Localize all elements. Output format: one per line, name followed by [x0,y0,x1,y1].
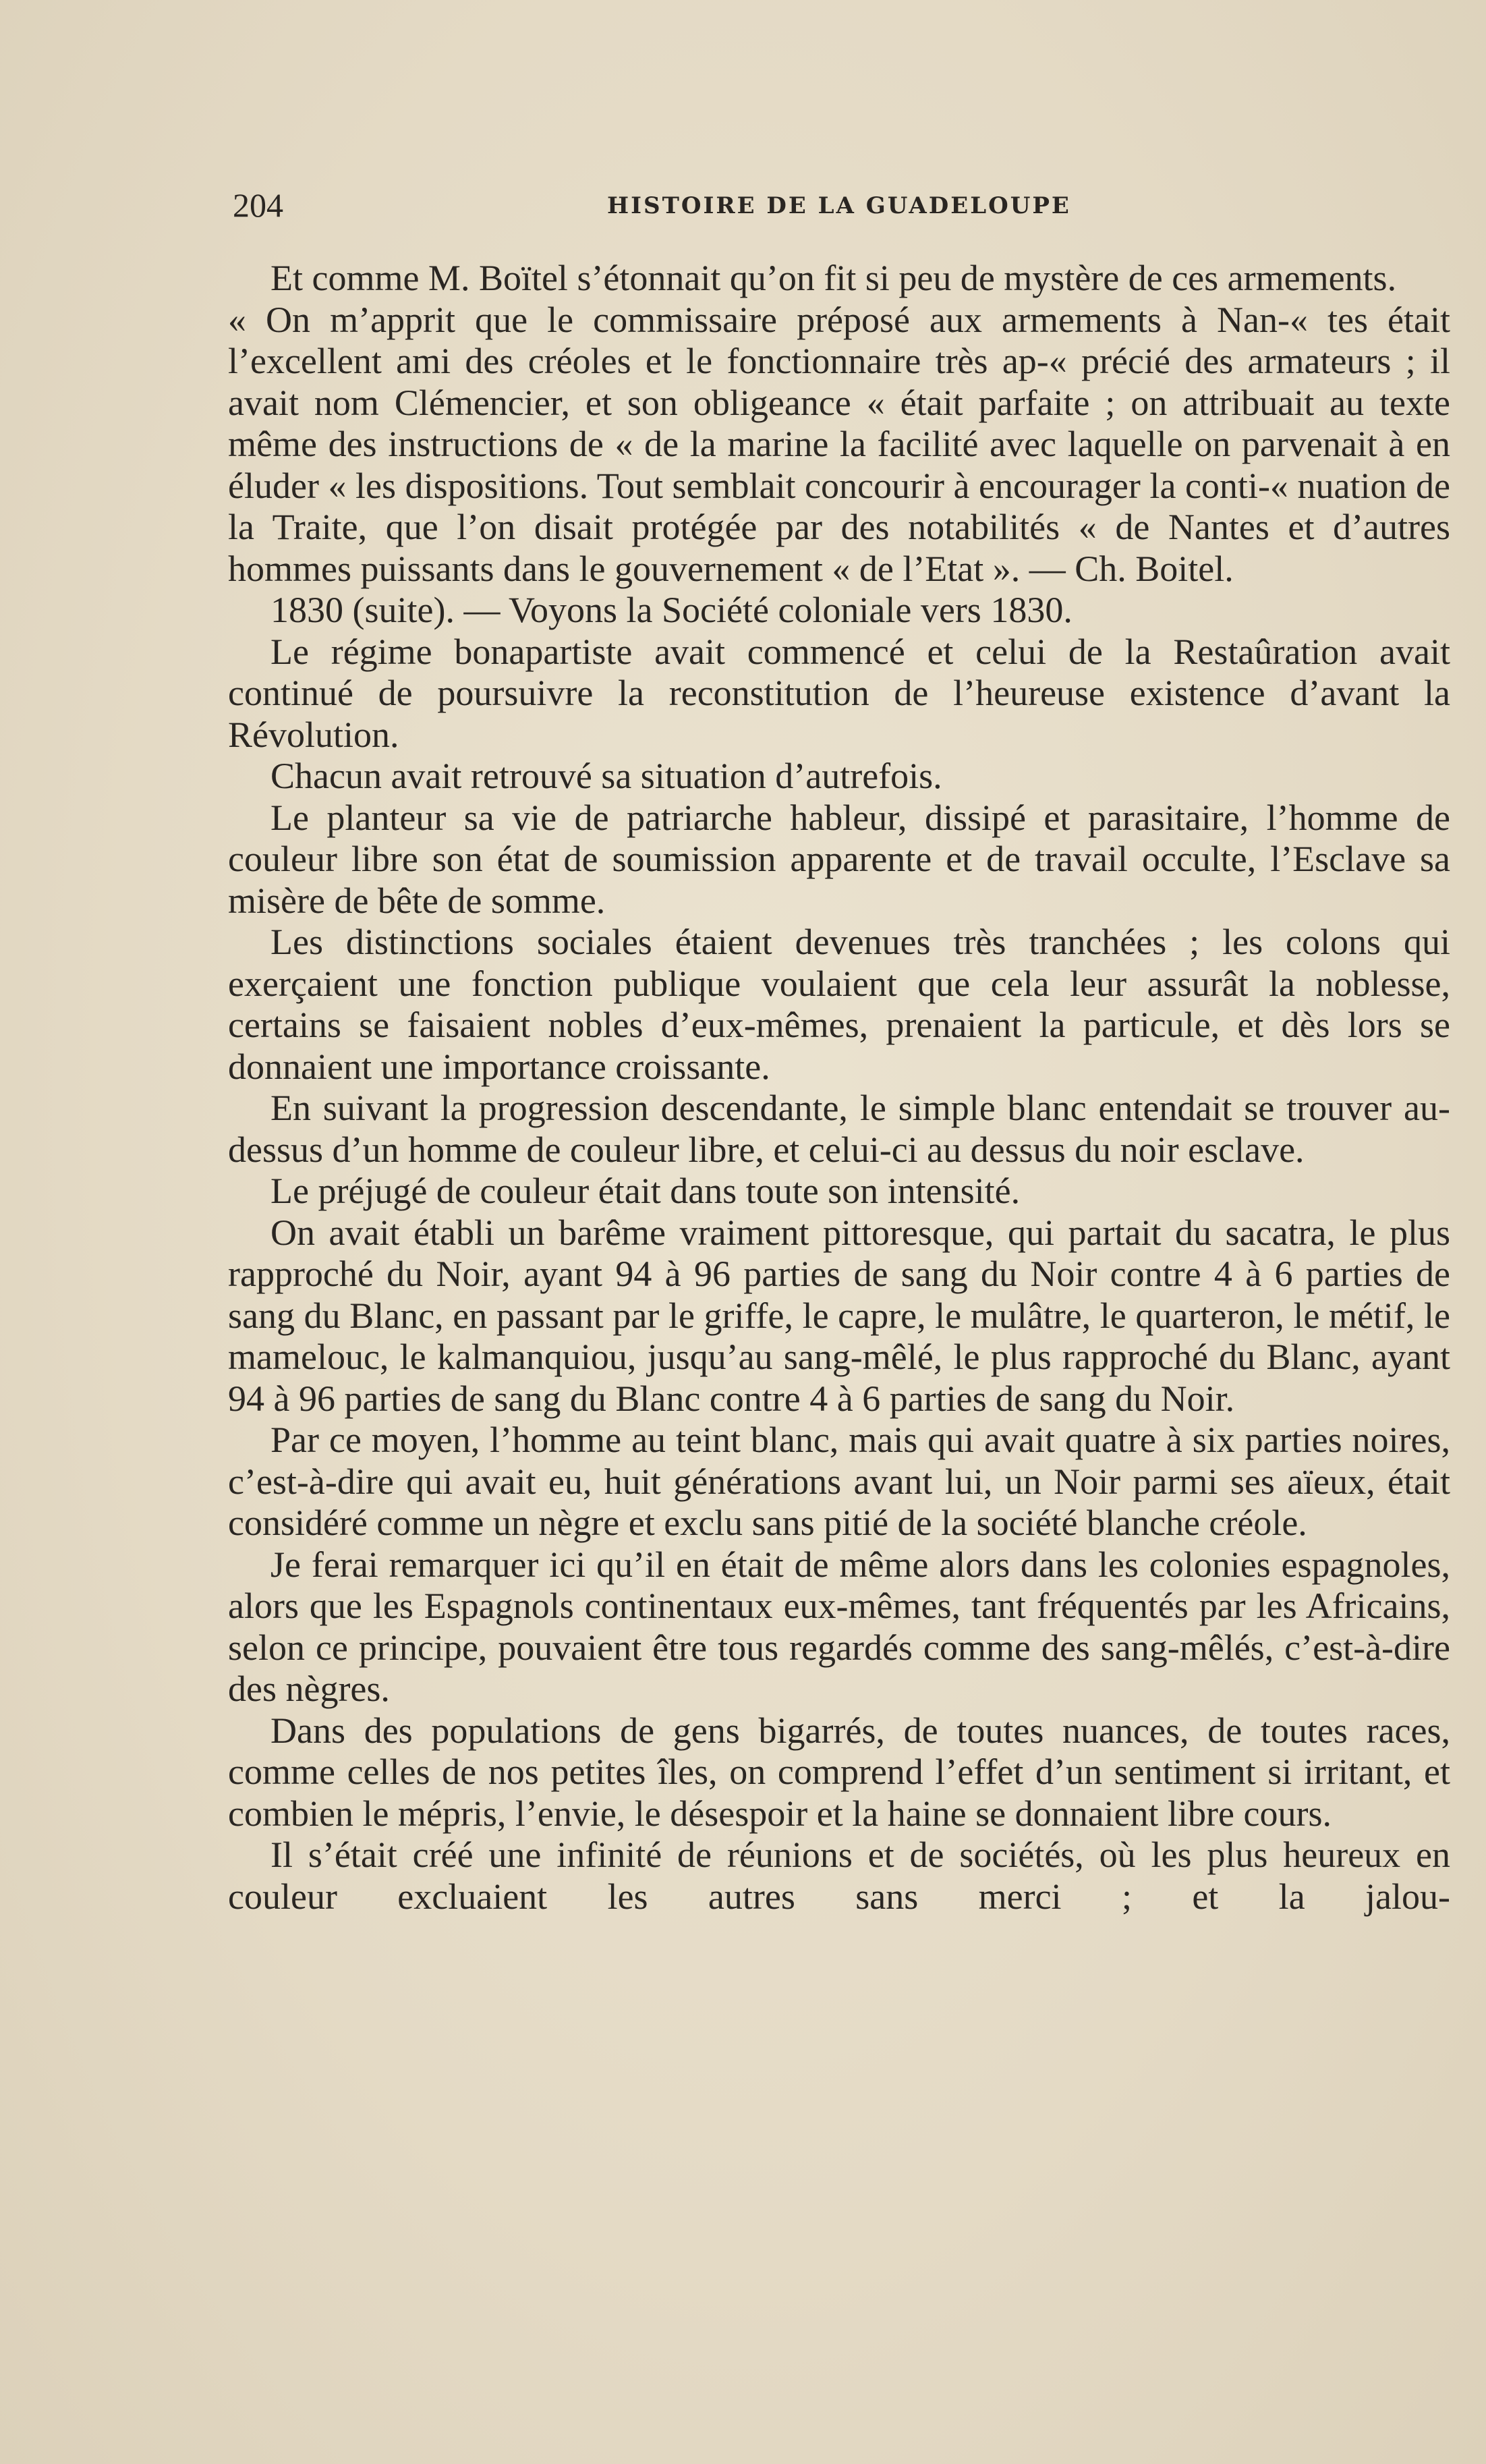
paragraph: Et comme M. Boïtel s’étonnait qu’on fit si peu de mystère de ces armements. [270,258,1397,298]
paragraph: Dans des populations de gens bigarrés, de toutes nuances, de toutes races, comme celles de nos petites îles, on comprend l’effet d’un sentiment si irritant, et combien le mépris, l’envie, le désespoir et la haine se donnaient libre cours. [228,1710,1450,1834]
paragraph: Chacun avait retrouvé sa situation d’autrefois. [270,756,942,796]
paragraph: Il s’était créé une infinité de réunions et de sociétés, où les plus heureux en couleur excluaient les autres sans merci ; et la jalou- [228,1835,1450,1917]
quotation-paragraph: « On m’apprit que le commissaire préposé aux armements à Nan-« tes était l’excellent ami des créoles et le fonctionnaire très ap-« précié des armateurs ; il avait nom Clémencier, et son obligeance « était parfaite ; on attribuait au texte même des instructions de « de la marine la facilité avec laquelle on parvenait à en éluder « les dispositions. Tout semblait concourir à encourager la conti-« nuation de la Traite, que l’on disait protégée par des notabilités « de Nantes et d’autres hommes puissants dans le gouvernement « de l’Etat ». — Ch. Boitel. [228,299,1450,589]
section-paragraph: 1830 (suite). — Voyons la Société coloniale vers 1830. [270,590,1073,630]
paragraph: En suivant la progression descendante, le simple blanc entendait se trouver au-dessus d’un homme de couleur libre, et celui-ci au dessus du noir esclave. [228,1088,1450,1170]
paragraph: Par ce moyen, l’homme au teint blanc, mais qui avait quatre à six parties noires, c’est-à-dire qui avait eu, huit générations avant lui, un Noir parmi ses aïeux, était considéré comme un nègre et exclu sans pitié de la société blanche créole. [228,1420,1450,1543]
paragraph: Le préjugé de couleur était dans toute son intensité. [270,1171,1021,1211]
body-text [228,258,1450,1917]
running-title: HISTOIRE DE LA GUADELOUPE [607,192,1071,219]
paragraph: Je ferai remarquer ici qu’il en était de même alors dans les colonies espagnoles, alors que les Espagnols continentaux eux-mêmes, tant fréquentés par les Africains, selon ce principe, pouvaient être tous regardés comme des sang-mêlés, c’est-à-dire des nègres. [228,1544,1450,1709]
paragraph: Le planteur sa vie de patriarche hableur, dissipé et parasitaire, l’homme de couleur libre son état de soumission apparente et de travail occulte, l’Esclave sa misère de bête de somme. [228,797,1450,921]
page-number: 204 [233,186,283,224]
page-header [233,186,1450,226]
paragraph: Le régime bonapartiste avait commencé et celui de la Restaûration avait continué de poursuivre la reconstitution de l’heureuse existence d’avant la Révolution. [228,631,1450,755]
paragraph: Les distinctions sociales étaient devenues très tranchées ; les colons qui exerçaient une fonction publique voulaient que cela leur assurât la noblesse, certains se faisaient nobles d’eux-mêmes, prenaient la particule, et dès lors se donnaient une importance croissante. [228,922,1450,1087]
paragraph: On avait établi un barême vraiment pittoresque, qui partait du sacatra, le plus rapproché du Noir, ayant 94 à 96 parties de sang du Noir contre 4 à 6 parties de sang du Blanc, en passant par le griffe, le capre, le mulâtre, le quarteron, le métif, le mamelouc, le kalmanquiou, jusqu’au sang-mêlé, le plus rapproché du Blanc, ayant 94 à 96 parties de sang du Blanc contre 4 à 6 parties de sang du Noir. [228,1212,1450,1419]
